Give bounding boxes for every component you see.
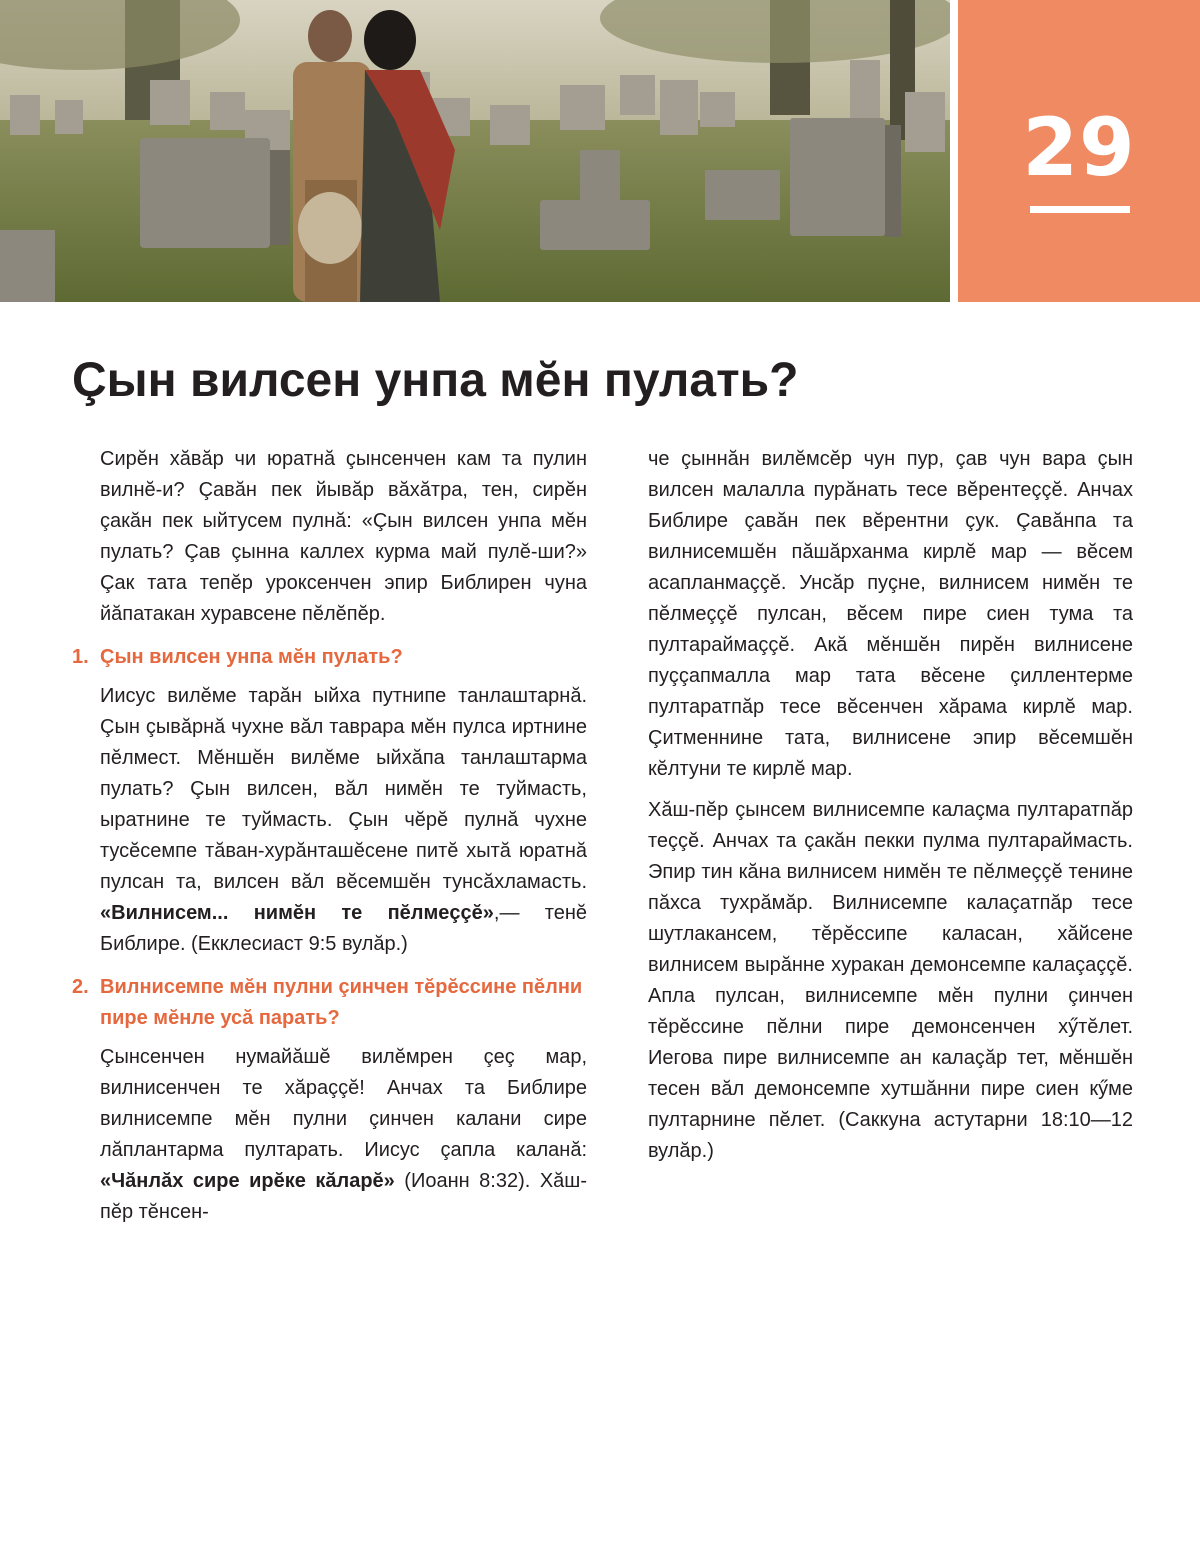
cover-photo	[0, 0, 950, 302]
left-column	[72, 444, 587, 1238]
question-1-text: Çын вилсен унпа мĕн пулать?	[100, 646, 403, 668]
question-1	[72, 642, 587, 673]
second-paragraph: Хăш-пĕр çынсем вилнисемпе калаçма пултаратпăр теççĕ. Анчах та çакăн пекки пулма пултараймасть. Эпир тин кăна вилнисем нимĕн те пĕлмеççĕ тенине пăхса тухрăмăр. Вилнисемпе калаçатпăр тесе шутлакансем, тĕрĕссипе каласан, хăйсене вилнисем вырăнне хуракан демонсемпе калаçаççĕ. Апла пулсан, вилнисемпе мĕн пулни çинчен тĕрĕссине пĕлни пире демонсенчен хӳтĕлет. Иегова пире вилнисемпе ан калаçăр тет, мĕншĕн тесен вăл демонсемпе хутшăнни пире сиен кӳме пултарнине пĕлет. (Саккуна астутарни 18:10—12 вулăр.)	[648, 799, 1133, 1162]
cemetery-photo	[0, 0, 950, 302]
answer-1-quote: «Вилнисем... нимĕн те пĕлмеççĕ»	[100, 902, 494, 924]
lesson-number-badge	[958, 0, 1200, 302]
question-1-number: 1.	[72, 646, 89, 668]
continued-paragraph: че çыннăн вилĕмсĕр чун пур, çав чун вара çын вилсен малалла пурăнать тесе вĕрентеççĕ. Анчах Библире çавăн пек вĕрентни çук. Çавăнпа та вилнисемшĕн пăшăрханма кирлĕ мар — вĕсем асапланмаççĕ. Унсăр пуçне, вилнисем нимĕн те пĕлмеççĕ пулсан, вĕсем пире сиен тума та пултараймаççĕ. Акă мĕншĕн пирĕн вилнисене пуççапмалла мар тата вĕсене çиллентерме пултаратпăр тесе вĕсенчен хăрама кирлĕ мар. Çитменнине тата, вилнисене эпир вĕсемшĕн кĕлтуни те кирлĕ мар.	[648, 448, 1133, 780]
answer-1-text: Иисус вилĕме тарăн ыйха путнипе танлаштарнă. Çын çывăрнă чухне вăл таврара мĕн пулса иртнине пĕлмест. Мĕншĕн вилĕме ыйхăпа танлаштарма пулать? Çын вилсен, вăл нимĕн те туймасть, ыратнине те туймасть. Çын чĕрĕ пулнă чухне тусĕсемпе тăван-хурăнташĕсене питĕ хытă юратнă пулсан та, вилсен вăл вĕсемшĕн тунсăхламасть.	[100, 685, 587, 893]
intro-paragraph: Сирĕн хăвăр чи юратнă çынсенчен кам та пулин вилнĕ-и? Çавăн пек йывăр вăхăтра, тен, сирĕн çакăн пек ыйтусем пулнă: «Çын вилсен унпа мĕн пулать? Çав çынна каллех курма май пулĕ-ши?» Çак тата тепĕр уроксенчен эпир Библирен чуна йăпатакан хуравсене пĕлĕпĕр.	[100, 448, 587, 625]
answer-1-reference: ,— тенĕ Библире. (Екклесиаст 9:5 вулăр.)	[100, 902, 587, 955]
right-column	[648, 444, 1133, 1177]
question-2-text: Вилнисемпе мĕн пулни çинчен тĕрĕссине пĕлни пире мĕнле усă парать?	[100, 976, 583, 1029]
question-2-number: 2.	[72, 976, 89, 998]
answer-2-text: Çынсенчен нумайăшĕ вилĕмрен çеç мар, вилнисенчен те хăраççĕ! Анчах та Библире вилнисемпе мĕн пулни çинчен калани сире лăплантарма пултарать. Иисус çапла каланă:	[100, 1046, 587, 1161]
badge-underline	[1030, 206, 1130, 213]
answer-1-paragraph	[72, 681, 587, 960]
question-2	[72, 972, 587, 1034]
lesson-number: 29	[1022, 101, 1136, 194]
answer-2-reference: (Иоанн 8:32). Хăш-пĕр тĕнсен-	[100, 1170, 587, 1223]
page-title: Çын вилсен унпа мĕн пулать?	[72, 354, 799, 407]
answer-2-quote: «Чăнлăх сире ирĕке кăларĕ»	[100, 1170, 395, 1192]
answer-2-paragraph	[72, 1042, 587, 1228]
